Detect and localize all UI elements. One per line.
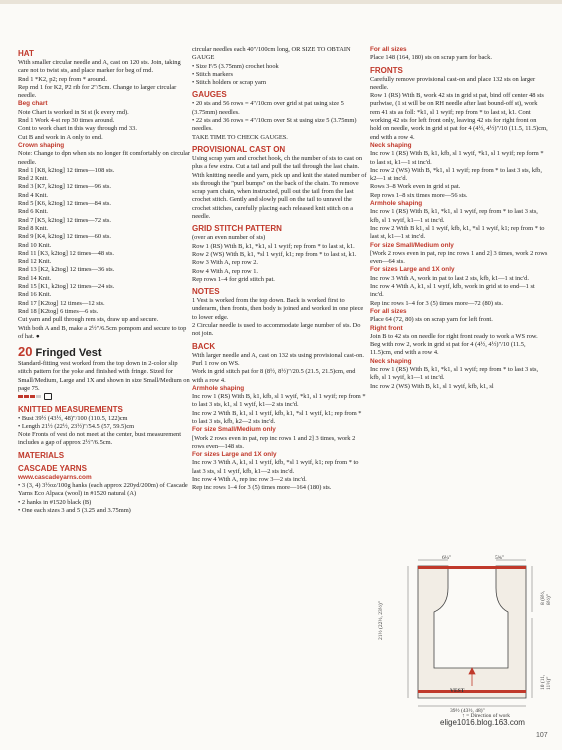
dim-bottom: 39½ (43½, 48)" bbox=[450, 708, 485, 714]
instruction-line: TAKE TIME TO CHECK GAUGES. bbox=[192, 133, 288, 141]
instruction-line: Rnd 5 [K6, k2tog] 12 times—84 sts. bbox=[18, 200, 112, 208]
instruction-line: Work in grid stitch pat for 8 (8½, 8½)"/20.5 (21.5, 21.5)cm, end with a row 4. bbox=[192, 368, 356, 384]
subsection-heading: Right front bbox=[370, 324, 403, 332]
stripe-top bbox=[418, 566, 526, 569]
instruction-line: Rnd 1 [K8, k2tog] 12 times—108 sts. bbox=[18, 166, 115, 174]
column-right bbox=[370, 46, 548, 391]
instruction-line: • Size F/5 (3.75mm) crochet hook bbox=[192, 62, 279, 70]
instruction-line: Row 4 With A, rep row 1. bbox=[192, 267, 259, 275]
instruction-line: Rnd 1 *K2, p2; rep from * around. bbox=[18, 75, 107, 83]
instruction-line: Rows 3–8 Work even in grid st pat. bbox=[370, 183, 461, 191]
instruction-line: • 20 sts and 56 rows = 4"/10cm over grid st pat using size 5 (3.75mm) needles. bbox=[192, 100, 344, 116]
instruction-line: Inc row 1 (RS) With B, k1, *k1, sl 1 wyif; rep from * to last 3 sts, kfb, sl 1 wyif, k1—1 st inc'd. bbox=[370, 365, 539, 382]
dim-top-left: 6¼" bbox=[442, 555, 452, 561]
instruction-line: Rnd 7 [K5, k2tog] 12 times—72 sts. bbox=[18, 216, 112, 224]
instruction-line: • Stitch markers bbox=[192, 70, 233, 78]
dim-length: 21½ (22½, 23½)" bbox=[378, 601, 384, 640]
subsection-heading: For sizes Large and 1X only bbox=[370, 266, 455, 274]
instruction-line: Inc row 1 (RS) With B, k1, kfb, sl 1 wyif, *k1, sl 1 wyif; rep from * to last 3 sts, k1, sl 1 wyif, k1—2 sts inc'd. bbox=[192, 393, 366, 409]
section-heading: GRID STITCH PATTERN bbox=[192, 224, 282, 234]
instruction-line: Rnd 14 Knit. bbox=[18, 274, 52, 282]
dim-armhole: 8 (8½, 8½)" bbox=[540, 590, 552, 605]
instruction-line: Row 2 (WS) With B, k1, *sl 1 wyif, k1; rep from * to last st, k1. bbox=[192, 250, 357, 258]
instruction-line: Rnd 2 Knit. bbox=[18, 175, 49, 183]
instruction-line: Rnd 18 [K2tog] 6 times—6 sts. bbox=[18, 307, 99, 315]
pattern-title bbox=[18, 345, 190, 360]
instruction-line: With both A and B, make a 2½"/6.5cm pompom and secure to top of hat. ● bbox=[18, 324, 187, 340]
subsection-heading: Armhole shaping bbox=[192, 384, 245, 392]
dim-side: 10 (11, 11½)" bbox=[540, 674, 552, 690]
instruction-line: (over an even number of sts) bbox=[192, 234, 266, 242]
subsection-heading: Beg chart bbox=[18, 100, 48, 108]
subsection-heading: Neck shaping bbox=[370, 141, 412, 149]
instruction-line: Rnd 9 [K4, k2tog] 12 times—60 sts. bbox=[18, 233, 112, 241]
subsection-heading: For size Small/Medium only bbox=[192, 426, 276, 434]
section-heading: HAT bbox=[18, 49, 34, 58]
instruction-line: Note Chart is worked in St st (k every rnd). bbox=[18, 108, 129, 116]
instruction-line: Rnd 3 [K7, k2tog] 12 times—96 sts. bbox=[18, 183, 112, 191]
instruction-line: • Stitch holders or scrap yarn bbox=[192, 79, 267, 87]
instruction-line: • Length 21½ (22½, 23½)"/54.5 (57, 59.5)cm bbox=[18, 422, 135, 430]
yarn-url: www.cascadeyarns.com bbox=[18, 473, 92, 481]
instruction-line: Inc row 3 With A, k1, sl 1 wyif, kfb, *sl 1 wyif, k1; rep from * to last 3 sts, sl 1 wyif, kfb, k1—2 sts inc'd. bbox=[192, 459, 359, 475]
subsection-heading: Neck shaping bbox=[370, 357, 412, 365]
instruction-line: Note: Change to dpn when sts no longer fit comfortably on circular needle. bbox=[18, 150, 190, 166]
instruction-line: Rnd 13 [K2, k2tog] 12 times—36 sts. bbox=[18, 266, 115, 274]
subsection-heading: For all sizes bbox=[370, 46, 407, 53]
instruction-line: Using scrap yarn and crochet hook, ch the number of sts to cast on plus a few extra. Cut a tail and pull the tail through the last chain. With knitting needle and yarn, pick up and knit the stated number of sts through the "purl bumps" on the back of the chain. To remove scrap yarn chain, when instructed, pull out the tail from the last crochet stitch. Gently and slowly pull on the tail to unravel the crochet stitches, carefully placing each released knit stitch on a needle. bbox=[192, 154, 367, 221]
direction-legend: ↑ = Direction of work bbox=[462, 713, 511, 719]
section-heading: NOTES bbox=[192, 287, 220, 297]
column-left bbox=[18, 46, 190, 515]
instruction-line: Rep inc rows 1–4 for 3 (5) times more—72 (80) sts. bbox=[370, 299, 503, 307]
instruction-line: Cut B and work in A only to end. bbox=[18, 133, 103, 141]
instruction-line: • One each sizes 3 and 5 (3.25 and 3.75mm) bbox=[18, 506, 131, 514]
instruction-line: Rep inc rows 1–4 for 3 (5) times more—164 (180) sts. bbox=[192, 484, 332, 492]
instruction-line: Rep rows 1–4 for grid stitch pat. bbox=[192, 275, 275, 283]
section-heading: MATERIALS bbox=[18, 450, 65, 460]
instruction-line: Inc row 2 (WS) With B, *k1, sl 1 wyif; rep from * to last 3 sts, kfb, k2—1 st inc'd. bbox=[370, 166, 542, 183]
instruction-line: circular needles each 40"/100cm long, OR SIZE TO OBTAIN GAUGE bbox=[192, 46, 351, 62]
instruction-line: Rnd 11 [K3, k2tog] 12 times—48 sts. bbox=[18, 249, 114, 257]
instruction-line: Rnd 16 Knit. bbox=[18, 291, 52, 299]
instruction-line: Note Fronts of vest do not meet at the center, bust measurement includes a gap of approx 2½"/6.5cm. bbox=[18, 431, 182, 447]
instruction-line: Inc row 4 With A, k1, sl 1 wyif, kfb, work in grid st to end—1 st inc'd. bbox=[370, 283, 535, 299]
instruction-line: Inc row 2 (WS) With B, k1, sl 1 wyif, kfb, k1, sl bbox=[370, 382, 494, 390]
instruction-line: [Work 2 rows even in pat, rep inc rows 1 and 2] 3 times, work 2 rows even—64 sts. bbox=[370, 249, 548, 266]
column-middle bbox=[192, 46, 368, 493]
section-heading: CASCADE YARNS bbox=[18, 463, 87, 473]
instruction-line: Inc row 4 With A, rep inc row 3—2 sts inc'd. bbox=[192, 476, 307, 484]
section-heading: GAUGES bbox=[192, 90, 227, 100]
instruction-line: Rep rows 1–8 six times more—56 sts. bbox=[370, 191, 468, 199]
vest-label: VEST bbox=[450, 688, 465, 694]
dim-top-right: 5¾" bbox=[495, 555, 505, 561]
instruction-line: Standard-fitting vest worked from the top down in 2-color slip stitch pattern for the yoke and finished with fringe. Sized for Small/Medium, Large and 1X and shown in size Small/Medium on page 75. bbox=[18, 360, 190, 392]
watermark: elige1016.blog.163.com bbox=[440, 718, 525, 727]
section-heading: KNITTED MEASUREMENTS bbox=[18, 404, 123, 414]
top-border bbox=[0, 0, 562, 4]
instruction-line: Rnd 10 Knit. bbox=[18, 241, 52, 249]
instruction-line: Place 64 (72, 80) sts on scrap yarn for left front. bbox=[370, 316, 493, 324]
instruction-line: With larger needle and A, cast on 132 sts using provisional cast-on. Purl 1 row on WS. bbox=[192, 351, 364, 367]
instruction-line: Row 1 (RS) With B, work 42 sts in grid st pat, bind off center 48 sts purlwise, (1 st will be on RH needle after last bound-off st), work rem 41 sts as foll: *k1, sl 1 wyif; rep from * to last st, k1. Cont working 42 sts for left front only, leaving 42 sts for right front on hold on needle, work in grid st pat for 4 (4½, 4½)"/10 (11.5, 11.5)cm, end with a row 4. bbox=[370, 92, 548, 141]
section-heading: BACK bbox=[192, 341, 216, 351]
stripe-bottom bbox=[418, 690, 526, 693]
instruction-line: • Bust 39½ (43½, 48)"/100 (110.5, 122)cm bbox=[18, 414, 128, 422]
instruction-line: • 2 hanks in #1520 black (B) bbox=[18, 498, 92, 506]
instruction-line: Rnd 6 Knit. bbox=[18, 208, 49, 216]
instruction-line: [Work 2 rows even in pat, rep inc rows 1 and 2] 3 times, work 2 rows even—148 sts. bbox=[192, 434, 356, 450]
instruction-line: • 22 sts and 36 rows = 4"/10cm over St st using size 5 (3.75mm) needles. bbox=[192, 117, 357, 133]
instruction-line: Row 1 (RS) With B, k1, *k1, sl 1 wyif; rep from * to last st, k1. bbox=[192, 242, 355, 250]
instruction-line: Rnd 4 Knit. bbox=[18, 191, 49, 199]
subsection-heading: For sizes Large and 1X only bbox=[192, 451, 277, 459]
instruction-line: Inc row 2 With B k1, sl 1 wyif, kfb, k1, *sl 1 wyif, k1; rep from * to last st, k1—1 st inc'd. bbox=[370, 224, 545, 241]
instruction-line: Cont to work chart in this way through rnd 33. bbox=[18, 125, 137, 133]
section-heading: PROVISIONAL CAST ON bbox=[192, 144, 286, 154]
instruction-line: Inc row 1 (RS) With B, k1, *k1, sl 1 wyif, rep from * to last 3 sts, kfb, sl 1 wyif, k1—1 st inc'd. bbox=[370, 208, 538, 224]
instruction-line: Rnd 8 Knit. bbox=[18, 224, 49, 232]
instruction-line: Inc row 2 With B, k1, sl 1 wyif, kfb, k1, *sl 1 wyif, k1; rep from * to last 3 sts, kfb, k2—2 sts inc'd. bbox=[192, 409, 362, 425]
instruction-line: Row 3 With A, rep row 2. bbox=[192, 259, 259, 267]
subsection-heading: For size Small/Medium only bbox=[370, 241, 454, 249]
subsection-heading: For all sizes bbox=[370, 307, 407, 315]
instruction-line: • 3 (3, 4) 3½oz/100g hanks (each approx 220yd/200m) of Cascade Yarns Eco Alpaca (wool) in #1520 natural (A) bbox=[18, 482, 188, 498]
page-number: 107 bbox=[536, 732, 548, 739]
instruction-line: Inc row 3 With A, work in pat to last 2 sts, kfb, k1—1 st inc'd. bbox=[370, 274, 529, 282]
subsection-heading: Crown shaping bbox=[18, 141, 65, 149]
instruction-line: Inc row 1 (RS) With B, k1, kfb, sl 1 wyif, *k1, sl 1 wyif; rep form * to last st, k1—1 st inc'd. bbox=[370, 150, 544, 166]
instruction-line: Join B to 42 sts on needle for right front ready to work a WS row. Beg with row 2, work in grid st pat for 4 (4½, 4½)"/10 (11.5, 11.5)cm, end with a row 4. bbox=[370, 332, 538, 357]
instruction-line: Rnd 12 Knit. bbox=[18, 258, 52, 266]
instruction-line: Rnd 1 Work 4-st rep 30 times around. bbox=[18, 117, 115, 125]
skill-level-indicator bbox=[18, 393, 190, 401]
instruction-line: Rnd 15 [K1, k2tog] 12 times—24 sts. bbox=[18, 283, 115, 291]
pattern-number: 20 bbox=[18, 344, 33, 360]
instruction-line: Place 148 (164, 180) sts on scrap yarn for back. bbox=[370, 54, 492, 62]
section-heading: FRONTS bbox=[370, 65, 403, 75]
instruction-line: With smaller circular needle and A, cast on 120 sts. Join, taking care not to twist sts, and place marker for beg of rnd. bbox=[18, 59, 181, 75]
instruction-line: 1 Vest is worked from the top down. Back is worked first to underarm, then fronts, then body is joined and worked in one piece to lower edge. bbox=[192, 297, 364, 321]
instruction-line: 2 Circular needle is used to accommodate large number of sts. Do not join. bbox=[192, 322, 361, 338]
instruction-line: Carefully remove provisional cast-on and place 132 sts on larger needle. bbox=[370, 75, 536, 91]
instruction-line: Rnd 17 [K2tog] 12 times—12 sts. bbox=[18, 299, 105, 307]
instruction-line: Rep rnd 1 for K2, P2 rib for 2"/5cm. Change to larger circular needle. bbox=[18, 83, 177, 100]
subsection-heading: Armhole shaping bbox=[370, 200, 423, 208]
instruction-line: Cut yarn and pull through rem sts, draw up and secure. bbox=[18, 316, 159, 324]
pattern-name: Fringed Vest bbox=[35, 347, 102, 360]
